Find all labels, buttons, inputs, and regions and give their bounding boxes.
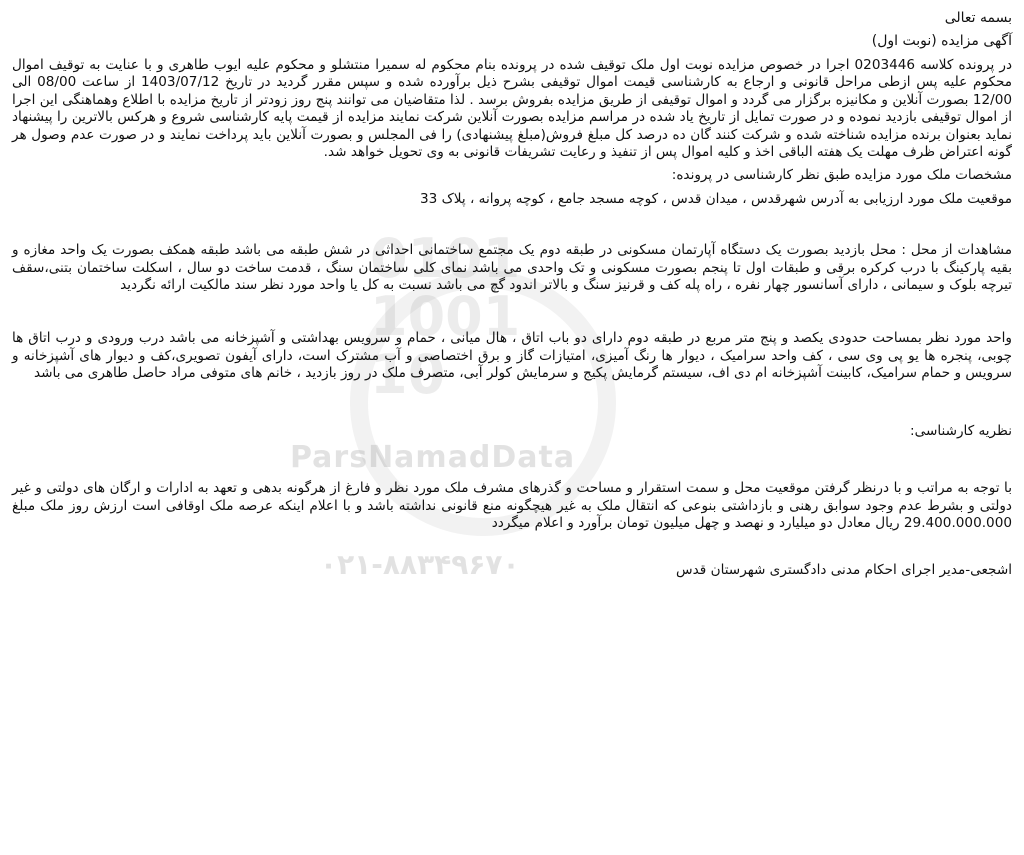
notice-title: آگهی مزایده (نوبت اول): [871, 33, 1012, 49]
signature: اشجعی-مدیر اجرای احکام مدنی دادگستری شهرستان قدس: [676, 562, 1012, 579]
property-location: موقعیت ملک مورد ارزیابی به آدرس شهرقدس ، میدان قدس ، کوچه مسجد جامع ، کوچه پروانه ، پلاک 33: [419, 190, 1012, 207]
expert-heading: نظریه کارشناسی:: [910, 422, 1012, 439]
watermark-brand: ParsNamadData: [290, 440, 576, 475]
specs-heading: مشخصات ملک مورد مزایده طبق نظر کارشناسی در پرونده:: [671, 167, 1012, 184]
heading: بسمه تعالی: [944, 10, 1012, 26]
expert-opinion: با توجه به مراتب و با درنظر گرفتن موقعیت محل و سمت استقرار و مساحت و گذرهای مشرف ملک مورد نظر و فارغ از هرگونه بدهی و تعهد به ادارات و ارگان های دولتی و غیر دولتی و بشرط عدم وجود سوابق رهنی و بازداشتی بنوعی که انتقال ملک به غیر هیچگونه منع قانونی نداشته باشد و با اعلام اینکه عرصه ملک اوقافی است ارزش روز ملک مبلغ 29.400.000.000 ریال معادل دو میلیارد و نهصد و چهل میلیون تومان برآورد و اعلام میگردد: [12, 480, 1012, 531]
intro-paragraph: در پرونده کلاسه 0203446 اجرا در خصوص مزایده نوبت اول ملک توقیف شده در پرونده بنام محکوم له سمیرا منتشلو و محکوم علیه ایوب طاهری و با عنایت به توقیف اموال محکوم علیه پس ازطی مراحل قانونی و ارجاع به کارشناسی قیمت اموال توقیفی بشرح ذیل برآورده شده و سپس مقرر گردید در تاریخ 1403/07/12 از ساعت 08/00 الی 12/00 بصورت آنلاین و مکانیزه برگزار می گردد و اموال توقیفی از طریق مزایده بفروش برسد . لذا متقاضیان می توانند پنج روز زودتر از تاریخ مزایده با اطلاع وهماهنگی این اجرا از اموال توقیفی بازدید نموده و در صورت تمایل از تاریخ یاد شده در مراسم مزایده بصورت آنلاین شرکت نمایند مزایده از قیمت پایه کارشناسی شروع و هرکس بالاترین را پیشنهاد نماید بعنوان برنده مزایده شناخته شده و شرکت کنند گان ده درصد کل مبلغ فروش(مبلغ پیشنهادی) را فی المجلس و بصورت آنلاین باید پرداخت نمایند و در صورت عدم وصول هر گونه اعتراض ظرف مهلت یک هفته الباقی اخذ و کلیه اموال پس از تنفیذ و رعایت تشریفات قانونی به وی تحویل خواهد شد.: [12, 57, 1013, 161]
watermark-digits: 0101 1001 10: [370, 227, 521, 406]
watermark-phone: ۰۲۱-۸۸۳۴۹۶۷۰: [320, 548, 520, 581]
site-observations: مشاهدات از محل : محل بازدید بصورت یک دستگاه آپارتمان مسکونی در طبقه دوم یک مجتمع ساختمانی احداثی در شش طبقه می باشد طبقه همکف بصورت یک واحد مغازه و بقیه پارکینگ با درب کرکره برقی و طبقات اول تا پنجم بصورت مسکونی و تک واحدی می باشد نمای کلی ساختمان سنگ ، قدمت ساخت دو سال ، اسکلت ساختمان بتنی،سقف تیرچه بلوک و سیمانی ، دارای آسانسور چهار نفره ، راه پله کف و قرنیز سنگ و بالاتر اندود گچ می باشد نسبت به کل یا واحد مورد نظر سند مالکیت ارائه نگردید: [12, 242, 1012, 294]
unit-description: واحد مورد نظر بمساحت حدودی یکصد و پنج متر مربع در طبقه دوم دارای دو باب اتاق ، هال میانی ، حمام و سرویس بهداشتی و آشپزخانه می باشد درب ورودی و درب اتاق ها چوبی، پنجره ها یو پی وی سی ، کف واحد سرامیک ، دیوار ها رنگ آمیزی، امتیازات گاز و برق اختصاصی و آب مشترک است، دارای آیفون تصویری،کف و دیوار های آشپزخانه و سرویس و حمام سرامیک، کابینت آشپزخانه ام دی اف، سیستم گرمایش پکیج و سرمایش کولر آبی، متصرف ملک در روز بازدید ، خانم های متوفی مراد حاصل طاهری می باشد: [12, 330, 1012, 382]
notice-content: [12, 8, 1012, 580]
